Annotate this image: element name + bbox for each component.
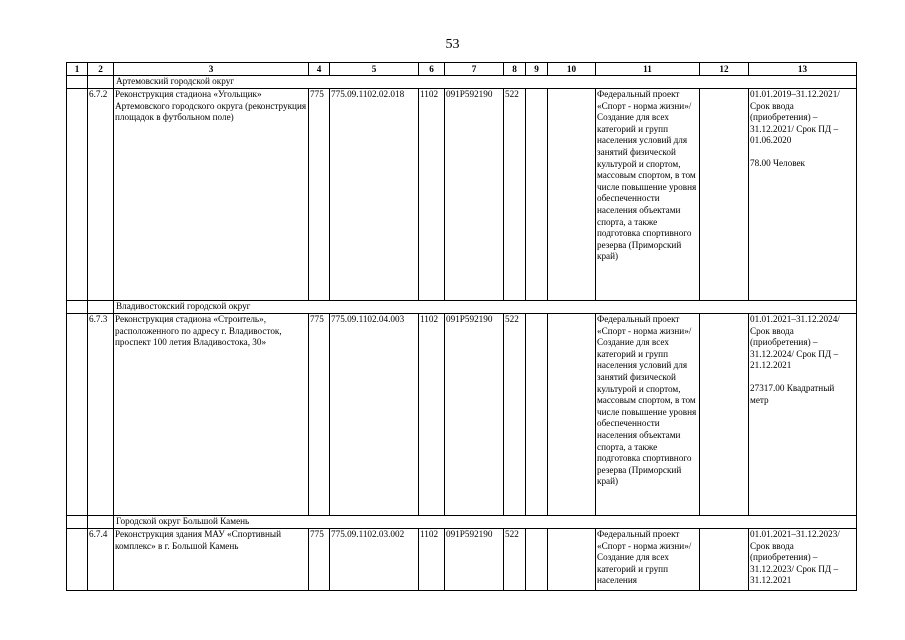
column-header: 5 — [330, 63, 419, 76]
object-name: Реконструкция стадиона «Угольщик» Артемовского городского округа (реконструкция площадок в футбольном поле) — [114, 89, 309, 301]
table-row — [67, 529, 857, 591]
cell-col8: 522 — [504, 529, 526, 591]
cell-col7: 091P592190 — [445, 314, 504, 516]
column-header: 12 — [700, 63, 749, 76]
column-header: 7 — [445, 63, 504, 76]
group-row — [67, 76, 857, 89]
group-title: Городской округ Большой Камень — [114, 516, 857, 529]
row-number: 6.7.3 — [88, 314, 114, 516]
cell-col8: 522 — [504, 89, 526, 301]
dates-text: 01.01.2019–31.12.2021/ Срок ввода (приобретения) – 31.12.2021/ Срок ПД – 01.06.2020 — [750, 89, 840, 146]
cell-col4: 775 — [309, 529, 330, 591]
column-header: 10 — [548, 63, 596, 76]
cell-col5: 775.09.1102.02.018 — [330, 89, 419, 301]
table-row — [67, 314, 857, 516]
table-row — [67, 89, 857, 301]
column-header: 6 — [419, 63, 445, 76]
column-header: 2 — [88, 63, 114, 76]
column-header: 9 — [526, 63, 548, 76]
row-number: 6.7.4 — [88, 529, 114, 591]
object-name: Реконструкция здания МАУ «Спортивный комплекс» в г. Большой Камень — [114, 529, 309, 591]
dates-text: 01.01.2021–31.12.2023/ Срок ввода (приобретения) – 31.12.2023/ Срок ПД – 31.12.2021 — [750, 529, 840, 586]
column-header: 4 — [309, 63, 330, 76]
cell-col5: 775.09.1102.03.002 — [330, 529, 419, 591]
column-header: 8 — [504, 63, 526, 76]
dates-cell — [749, 89, 857, 301]
dates-cell — [749, 314, 857, 516]
register-table — [66, 62, 857, 591]
column-header: 13 — [749, 63, 857, 76]
group-title: Владивостокский городской округ — [114, 301, 857, 314]
project-description: Федеральный проект «Спорт - норма жизни»/Создание для всех категорий и групп населения условий для занятий физической культурой и спортом, массовым спортом, в том числе повышение уровня обеспеченности населения объектами спорта, а также подготовка спортивного резерва (Приморский край) — [596, 89, 700, 301]
row-number: 6.7.2 — [88, 89, 114, 301]
group-row — [67, 516, 857, 529]
cell-col6: 1102 — [419, 89, 445, 301]
column-header: 1 — [67, 63, 88, 76]
cell-col4: 775 — [309, 314, 330, 516]
cell-col8: 522 — [504, 314, 526, 516]
project-description: Федеральный проект «Спорт - норма жизни»/Создание для всех категорий и групп населения условий для занятий физической культурой и спортом, массовым спортом, в том числе повышение уровня обеспеченности населения объектами спорта, а также подготовка спортивного резерва (Приморский край) — [596, 314, 700, 516]
column-header: 3 — [114, 63, 309, 76]
group-title: Артемовский городской округ — [114, 76, 857, 89]
dates-text: 01.01.2021–31.12.2024/ Срок ввода (приобретения) – 31.12.2024/ Срок ПД – 21.12.2021 — [750, 314, 840, 371]
group-row — [67, 301, 857, 314]
cell-col5: 775.09.1102.04.003 — [330, 314, 419, 516]
object-name: Реконструкция стадиона «Строитель», расположенного по адресу г. Владивосток, проспект 100 летия Владивостока, 30» — [114, 314, 309, 516]
project-description: Федеральный проект «Спорт - норма жизни»/Создание для всех категорий и групп населения — [596, 529, 700, 591]
capacity-text: 78.00 Человек — [750, 157, 806, 168]
cell-col7: 091P592190 — [445, 529, 504, 591]
page-number: 53 — [445, 37, 460, 52]
cell-col7: 091P592190 — [445, 89, 504, 301]
column-header: 11 — [596, 63, 700, 76]
cell-col6: 1102 — [419, 529, 445, 591]
cell-col4: 775 — [309, 89, 330, 301]
capacity-text: 27317.00 Квадратный метр — [750, 382, 835, 405]
cell-col6: 1102 — [419, 314, 445, 516]
header-row — [67, 63, 857, 76]
dates-cell — [749, 529, 857, 591]
